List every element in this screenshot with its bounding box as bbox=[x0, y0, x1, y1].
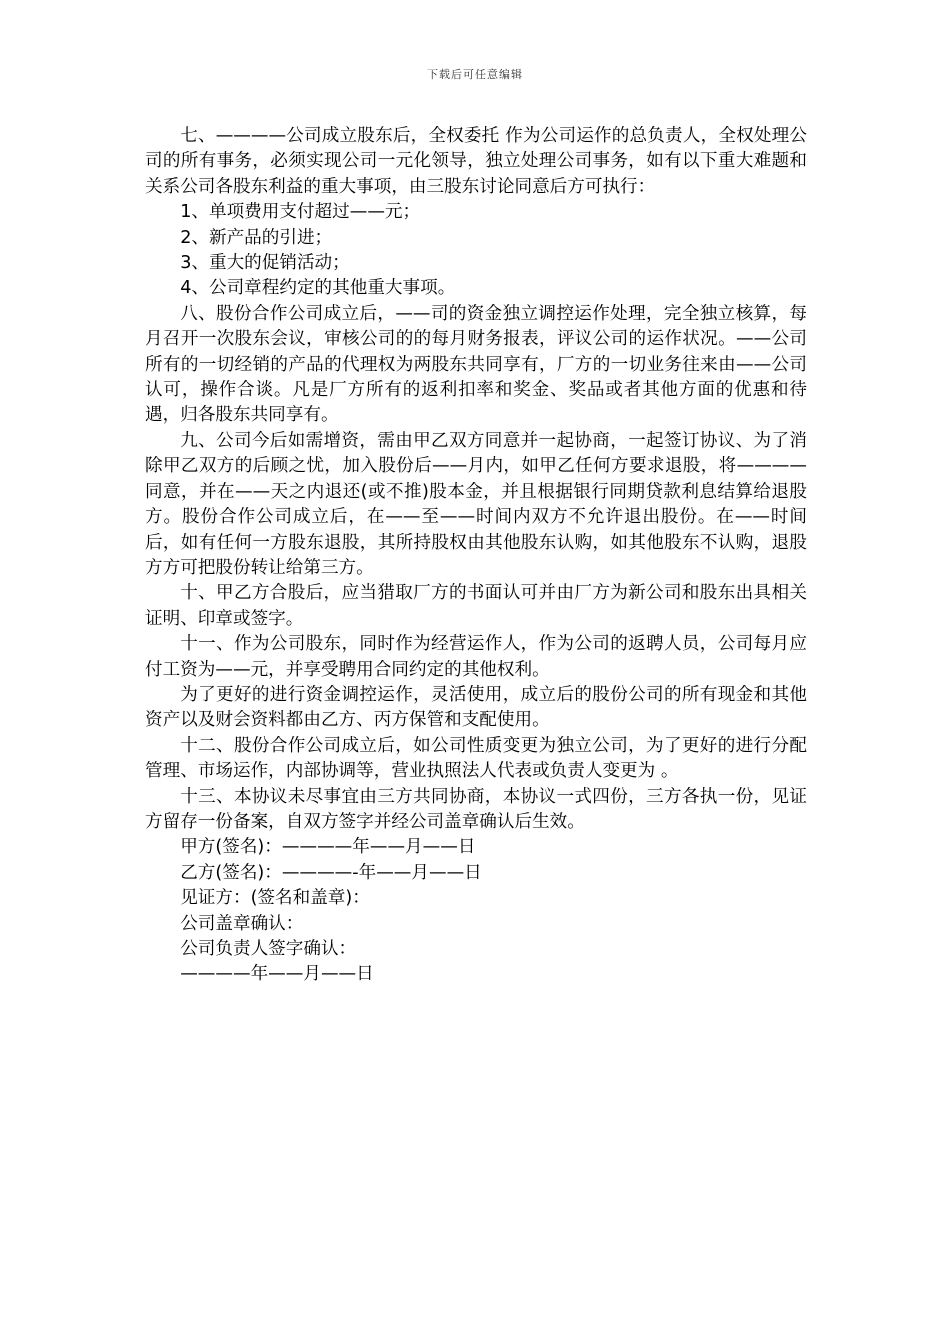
clause-10: 十、甲乙方合股后，应当猎取厂方的书面认可并由厂方为新公司和股东出具相关证明、印章或签字。 bbox=[145, 583, 807, 629]
clause-11-supplement: 为了更好的进行资金调控运作，灵活使用，成立后的股份公司的所有现金和其他资产以及财会资料都由乙方、丙方保管和支配使用。 bbox=[145, 684, 807, 731]
signature-party-b: 乙方(签名)：————-年——月——日 bbox=[180, 862, 482, 883]
signature-date: ————年——月——日 bbox=[180, 964, 374, 985]
list-item: 2、新产品的引进； bbox=[180, 227, 333, 248]
list-item: 3、重大的促销活动； bbox=[180, 253, 350, 274]
page-header: 下载后可任意编辑 bbox=[427, 68, 523, 81]
clause-7: 七、————公司成立股东后，全权委托 作为公司运作的总负责人，全权处理公司的所有事务，必须实现公司一元化领导，独立处理公司事务，如有以下重大难题和关系公司各股东利益的重大事项，由三股东讨论同意后方可执行： bbox=[145, 126, 807, 197]
clause-8: 八、股份合作公司成立后，——司的资金独立调控运作处理，完全独立核算，每月召开一次股东会议，审核公司的的每月财务报表，评议公司的运作状况。——公司所有的一切经销的产品的代理权为两股东共同享有，厂方的一切业务往来由——公司认可，操作合谈。凡是厂方所有的返利扣率和奖金、奖品或者其他方面的优惠和待遇，归各股东共同享有。 bbox=[145, 303, 807, 426]
clause-12: 十二、股份合作公司成立后，如公司性质变更为独立公司，为了更好的进行分配管理、市场运作，内部协调等，营业执照法人代表或负责人变更为 。 bbox=[145, 735, 807, 782]
list-item: 4、公司章程约定的其他重大事项。 bbox=[180, 278, 456, 299]
signature-witness: 见证方：(签名和盖章)： bbox=[180, 888, 370, 909]
clause-13: 十三、本协议未尽事宜由三方共同协商，本协议一式四份，三方各执一份，见证方留存一份备案，自双方签字并经公司盖章确认后生效。 bbox=[145, 786, 807, 832]
clause-11: 十一、作为公司股东，同时作为经营运作人，作为公司的返聘人员，公司每月应付工资为——元，并享受聘用合同约定的其他权利。 bbox=[145, 634, 807, 680]
company-head-signature: 公司负责人签字确认： bbox=[180, 939, 357, 959]
list-item: 1、单项费用支付超过——元； bbox=[180, 202, 421, 223]
signature-party-a: 甲方(签名)：————年——月——日 bbox=[180, 837, 476, 858]
clause-9: 九、公司今后如需增资，需由甲乙双方同意并一起协商，一起签订协议、为了消除甲乙双方的后顾之忧，加入股份后——月内，如甲乙任何方要求退股，将————同意，并在——天之内退还(或不推)股本金，并且根据银行同期贷款利息结算给退股方。股份合作公司成立后，在——至——时间内双方不允许退出股份。在——时间后，如有任何一方股东退股，其所持股权由其他股东认购，如其他股东不认购，退股方方可把股份转让给第三方。 bbox=[145, 430, 807, 578]
document-body bbox=[145, 124, 807, 988]
company-seal-confirmation: 公司盖章确认： bbox=[180, 913, 304, 934]
